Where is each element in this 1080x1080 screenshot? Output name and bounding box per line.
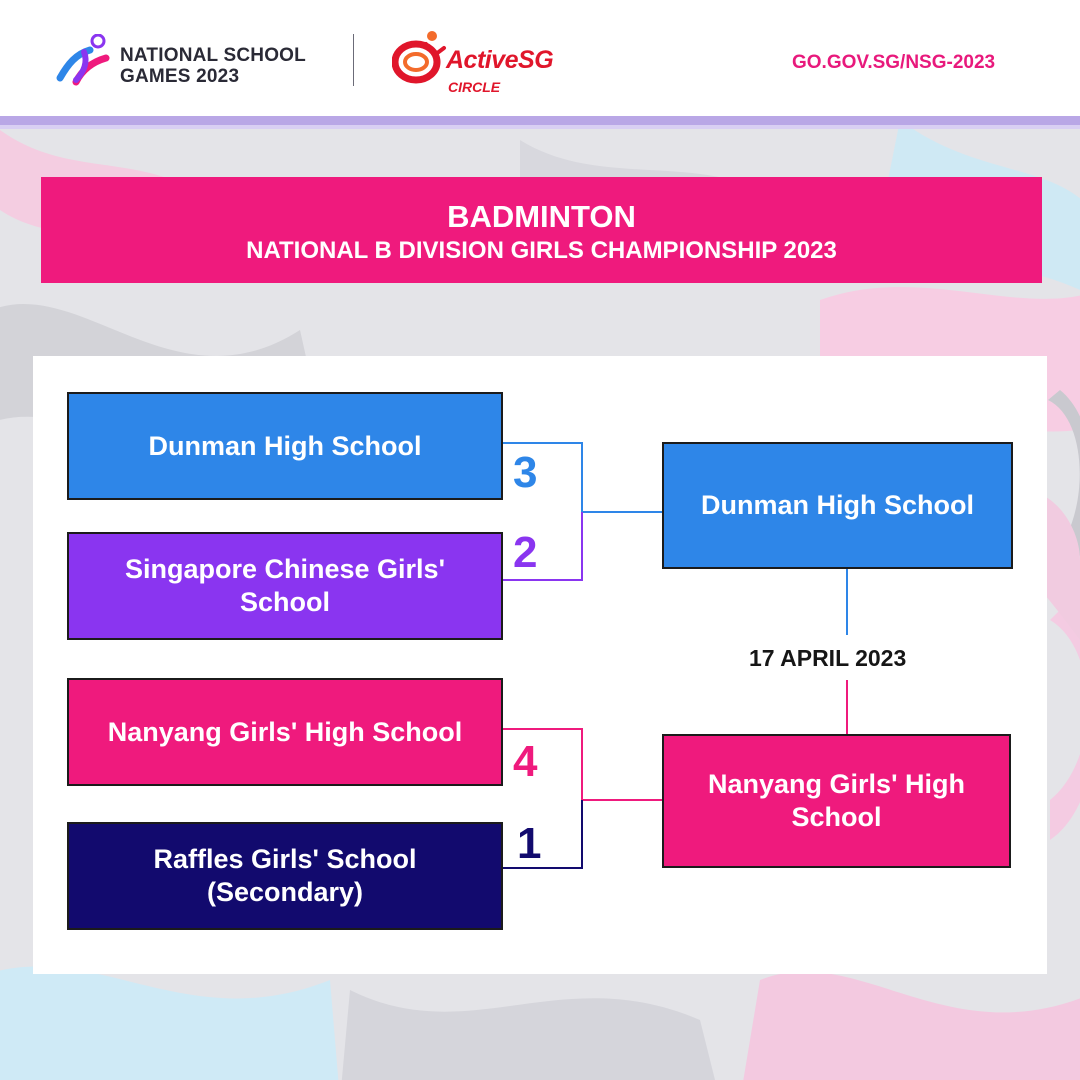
team-nanyang-semifinal — [67, 678, 503, 786]
nsg-logo-text: NATIONAL SCHOOL GAMES 2023 — [120, 45, 306, 87]
team-name: Raffles Girls' School (Secondary) — [153, 844, 417, 907]
nsg-logo-icon — [54, 34, 116, 86]
sport-title: BADMINTON — [447, 199, 636, 234]
header-stripe-inner — [0, 125, 1080, 129]
header-bar — [0, 0, 1080, 116]
team-name: Singapore Chinese Girls' School — [124, 554, 445, 617]
finalist-top — [662, 442, 1013, 569]
team-scgs-semifinal — [67, 532, 503, 640]
team-name: Nanyang Girls' High School — [708, 769, 965, 832]
team-dunman-semifinal — [67, 392, 503, 500]
seed-3: 3 — [513, 448, 538, 497]
website-url: GO.GOV.SG/NSG-2023 — [792, 52, 996, 73]
seed-4: 4 — [513, 737, 538, 786]
activesg-circle-text: CIRCLE — [448, 79, 501, 95]
activesg-logo-icon — [392, 28, 454, 86]
championship-subtitle: NATIONAL B DIVISION GIRLS CHAMPIONSHIP 2023 — [246, 237, 837, 264]
activesg-logo-text: ActiveSG — [446, 46, 554, 74]
team-name: Dunman High School — [148, 430, 422, 461]
team-name: Nanyang Girls' High School — [107, 716, 463, 747]
finalist-bottom — [662, 734, 1011, 868]
title-banner — [41, 177, 1042, 283]
header-divider — [353, 34, 354, 86]
final-date: 17 APRIL 2023 — [749, 645, 907, 671]
seed-2: 2 — [513, 528, 538, 577]
team-name: Dunman High School — [701, 490, 974, 520]
seed-1: 1 — [517, 819, 542, 868]
team-raffles-semifinal — [67, 822, 503, 930]
